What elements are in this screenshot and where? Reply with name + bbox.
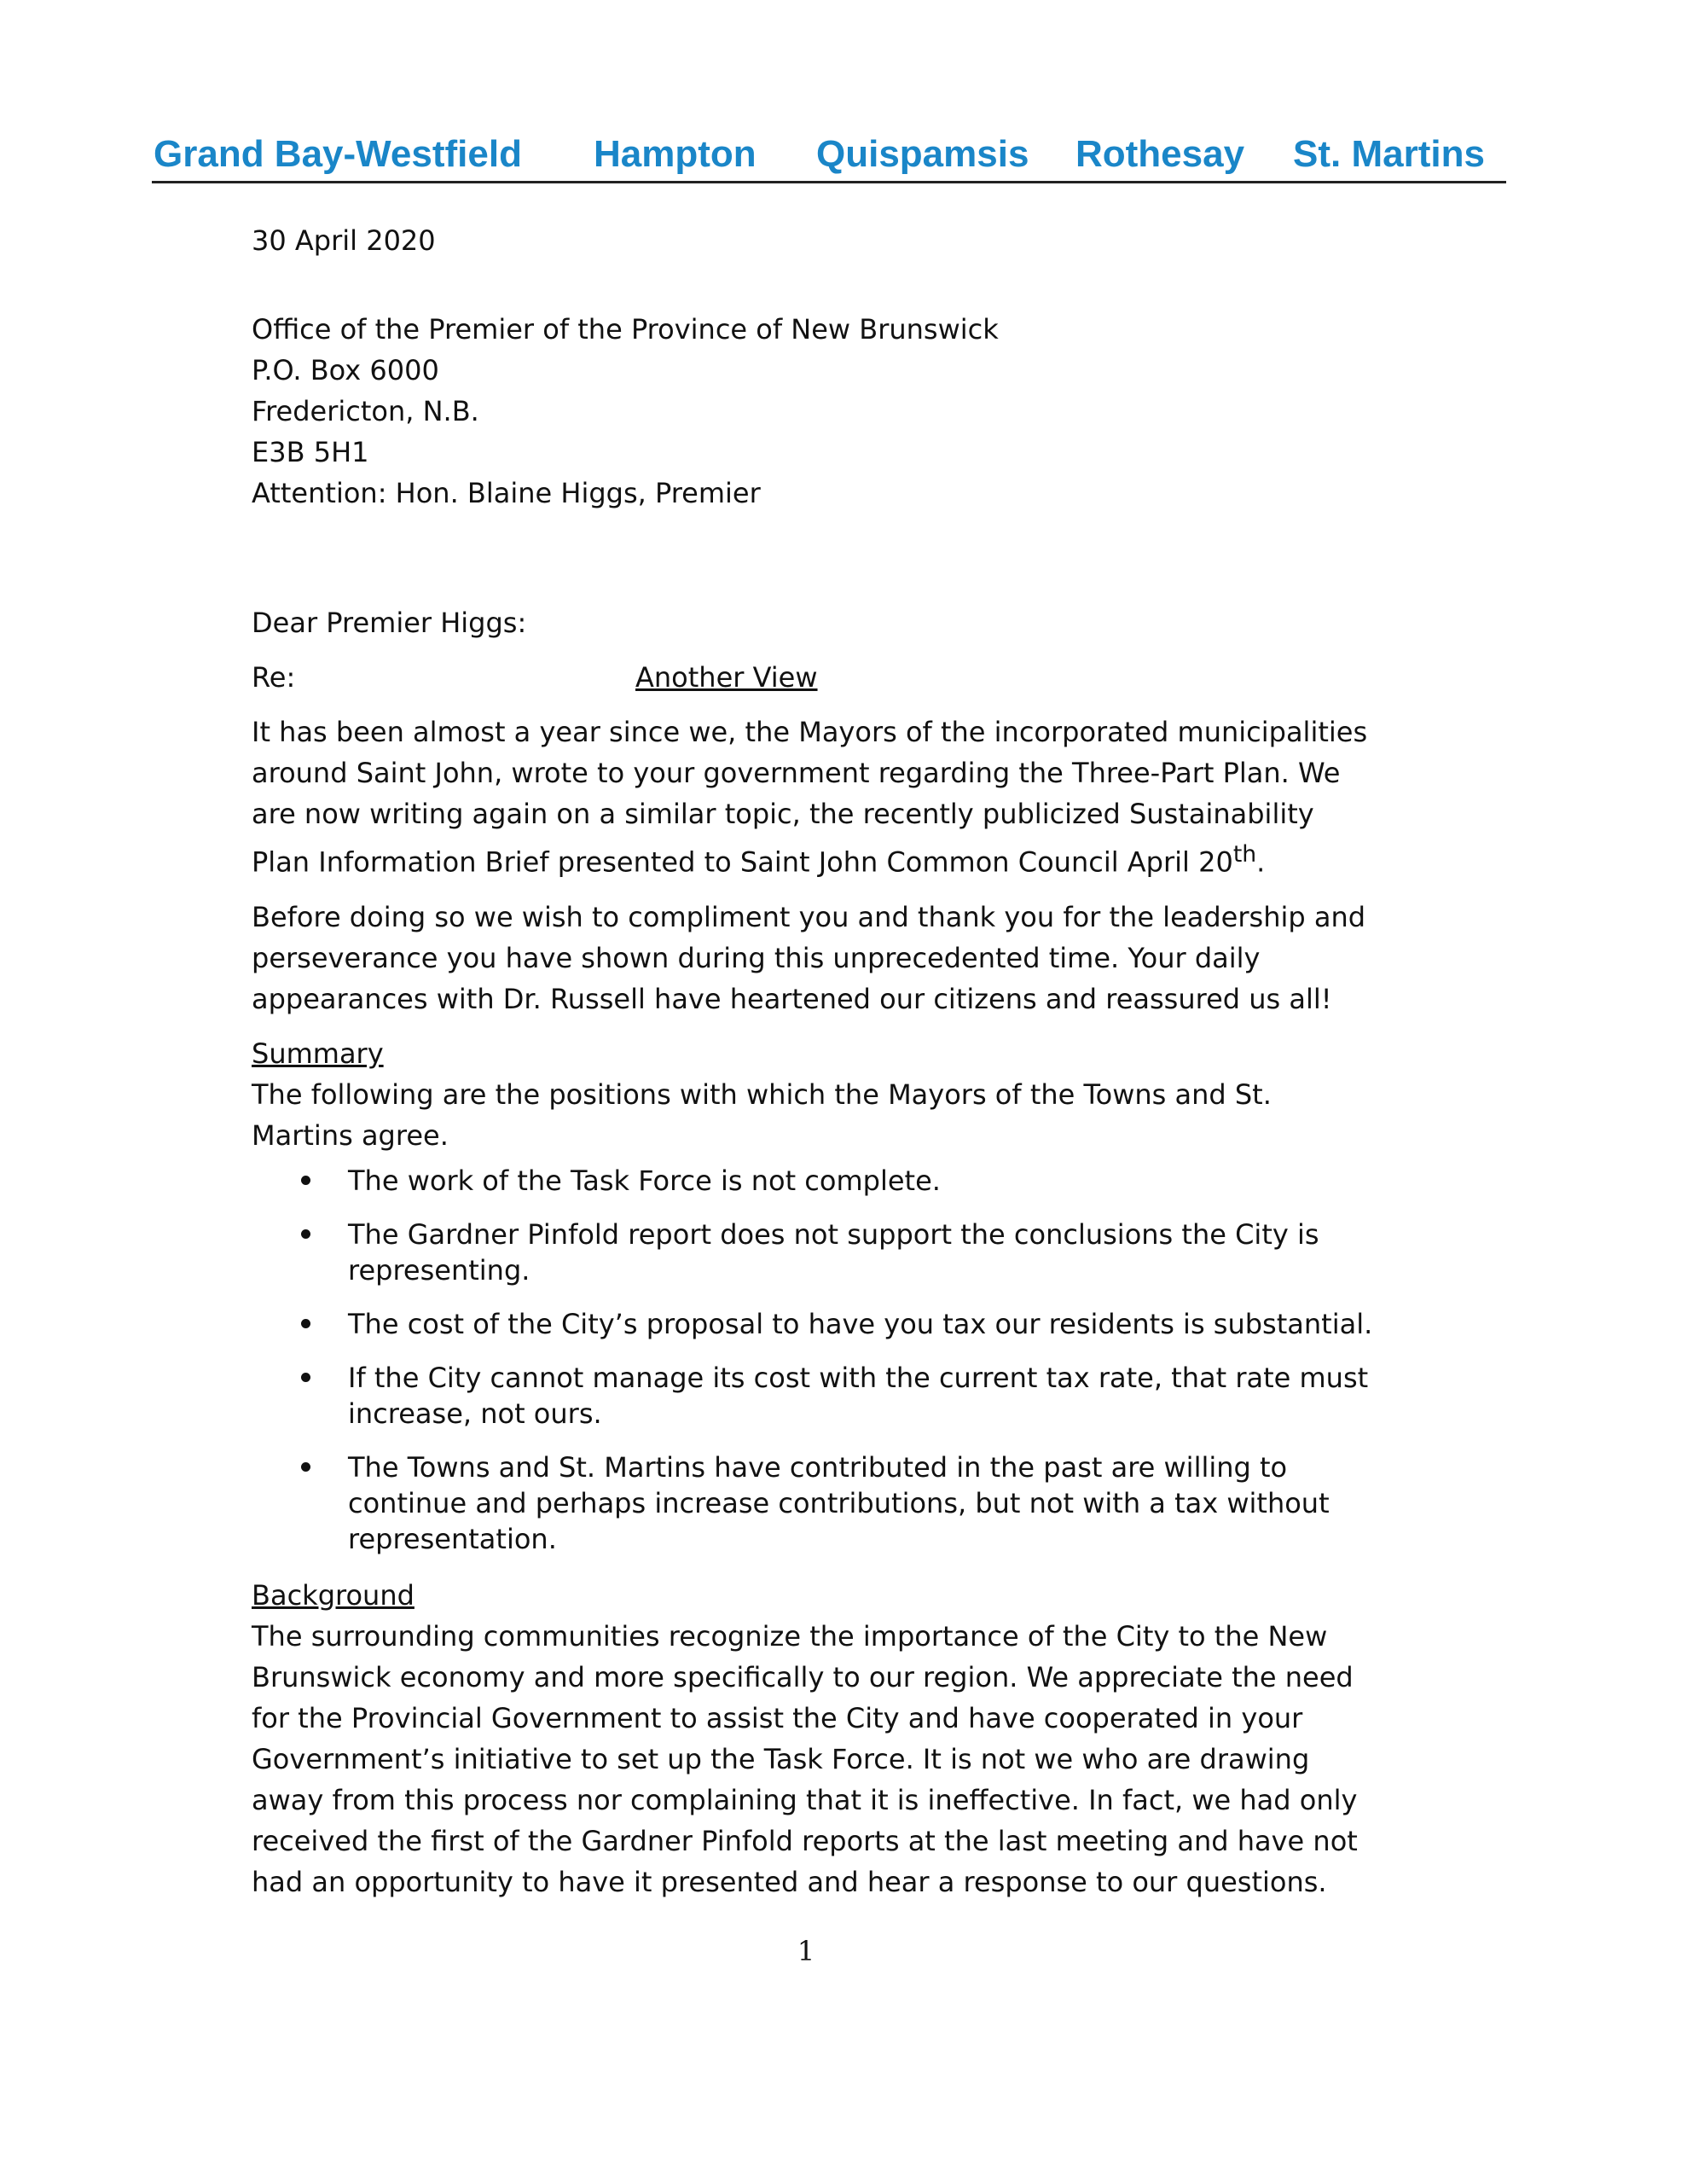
letter-date: 30 April 2020 [252,224,436,257]
address-line: P.O. Box 6000 [252,354,439,386]
letterhead-town-hampton: Hampton [594,133,757,175]
summary-bullet: The work of the Task Force is not complete. [252,1163,1377,1199]
recipient-address [252,309,1377,514]
re-line [252,657,1377,698]
letterhead [152,128,1506,183]
summary-bullet-list [252,1163,1377,1557]
re-label: Re: [252,661,296,694]
ordinal-suffix: th [1232,841,1257,868]
intro-text: It has been almost a year since we, the Mayors of the incorporated municipalities around Saint John, wrote to your government regarding the Three-Part Plan. We are now writing again on a similar topic, the recently publicized Sustainability Plan Information Brief presented to Saint John Common Council April 20 [252,716,1368,879]
letterhead-town-grand-bay-westfield: Grand Bay-Westfield [154,133,522,175]
letterhead-town-quispamsis: Quispamsis [816,133,1029,175]
address-line: Office of the Premier of the Province of New Brunswick [252,313,999,346]
summary-heading: Summary [252,1037,384,1070]
summary-bullet: The Gardner Pinfold report does not support the conclusions the City is representing. [252,1217,1377,1288]
intro-end: . [1256,845,1266,879]
summary-bullet: The Towns and St. Martins have contributed in the past are willing to continue and perhaps increase contributions, but not with a tax without representation. [252,1449,1377,1557]
background-heading: Background [252,1578,415,1612]
page-number: 1 [797,1935,815,1967]
address-line: Attention: Hon. Blaine Higgs, Premier [252,477,761,509]
summary-lead: The following are the positions with which the Mayors of the Towns and St. Martins agree. [252,1077,1272,1152]
letterhead-town-st-martins: St. Martins [1293,133,1485,175]
re-subject: Another View [635,661,818,694]
summary-bullet: If the City cannot manage its cost with the current tax rate, that rate must increase, not ours. [252,1360,1377,1432]
salutation: Dear Premier Higgs: [252,607,527,639]
address-line: Fredericton, N.B. [252,395,479,427]
intro-paragraph [252,712,1377,883]
compliment-paragraph: Before doing so we wish to compliment you and thank you for the leadership and perseverance you have shown during this unprecedented time. Your daily appearances with Dr. Russell have heartened our citizens and reassured us all! [252,900,1366,1015]
letterhead-town-rothesay: Rothesay [1075,133,1245,175]
summary-bullet: The cost of the City’s proposal to have you tax our residents is substantial. [252,1306,1377,1342]
background-paragraph: The surrounding communities recognize the importance of the City to the New Brunswick economy and more specifically to our region. We appreciate the need for the Provincial Government to assist the City and have cooperated in your Government’s initiative to set up the Task Force. It is not we who are drawing away from this process nor complaining that it is ineffective. In fact, we had only received the first of the Gardner Pinfold reports at the last meeting and have not had an opportunity to have it presented and hear a response to our questions. [252,1619,1358,1898]
address-line: E3B 5H1 [252,436,369,468]
letter-body [252,220,1377,1902]
